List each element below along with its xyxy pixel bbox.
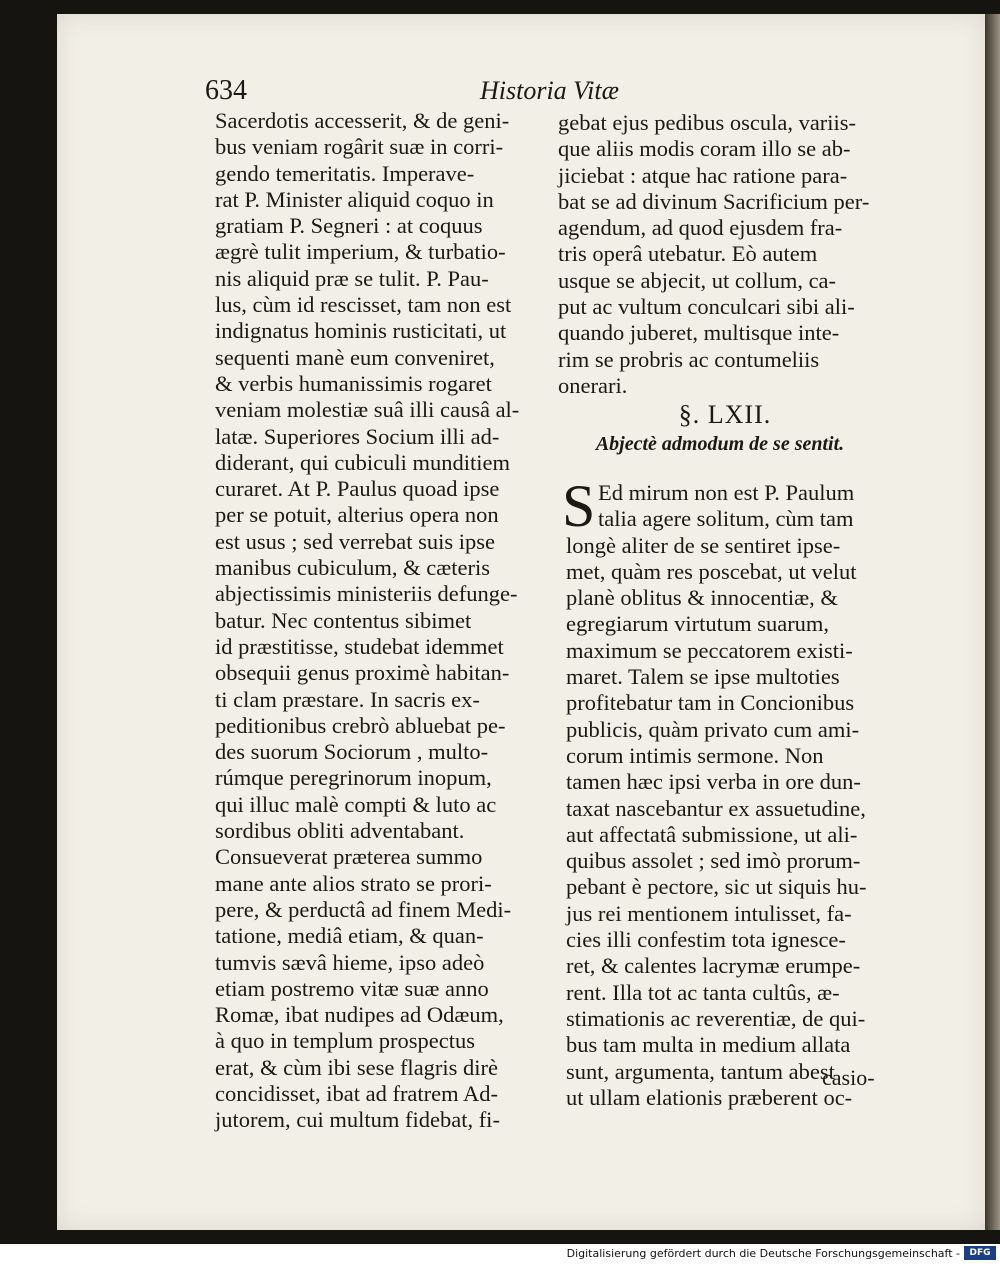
text-line: etiam postremo vitæ suæ anno [215,975,489,1001]
text-line: stimationis ac reverentiæ, de qui- [566,1005,866,1031]
text-line: rat P. Minister aliquid coquo in [215,186,494,212]
dfg-logo: DFG [964,1246,996,1260]
text-line: Romæ, ibat nudipes ad Odæum, [215,1002,504,1028]
page-edge [985,14,1000,1230]
text-line: jutorem, cui multum fidebat, fi- [215,1107,500,1133]
section-subtitle: Abjectè admodum de se sentit. [595,433,845,455]
text-line: diderant, qui cubiculi munditiem [215,449,510,475]
footer-bar [0,1244,1000,1264]
text-line: que aliis modis coram illo se ab- [558,136,851,162]
running-head [205,75,625,111]
catchword: casio- [822,1065,875,1090]
text-line: tris operâ utebatur. Eò autem [558,241,818,267]
text-line: peditionibus crebrò abluebat pe- [215,712,506,738]
text-line: maret. Talem se ipse multoties [566,664,840,690]
text-line: taxat nascebantur ex assuetudine, [566,795,866,821]
text-line: Sacerdotis accesserit, & de geni- [215,108,510,133]
text-line: pebant è pectore, sic ut siquis hu- [566,874,867,900]
text-line: obsequii genus proximè habitan- [215,660,510,686]
text-line: qui illuc malè compti & luto ac [215,791,497,817]
text-line: jus rei mentionem intulisset, fa- [566,900,852,926]
text-line: id præstitisse, studebat idemmet [215,633,504,659]
text-line: rúmque peregrinorum inopum, [215,765,492,791]
text-line: talia agere solitum, cùm tam [598,506,854,532]
text-line: curaret. At P. Paulus quoad ipse [215,476,500,502]
text-line: tatione, mediâ etiam, & quan- [215,923,484,949]
text-line: tumvis sævâ hieme, ipso adeò [215,949,485,975]
text-line: latæ. Superiores Socium illi ad- [215,423,500,449]
text-line: rent. Illa tot ac tanta cultûs, æ- [566,979,840,1005]
text-line: rim se probris ac contumeliis [558,346,820,372]
text-line: tamen hæc ipsi verba in ore dun- [566,769,861,795]
text-line: Ed mirum non est P. Paulum [598,480,855,505]
text-line: mane ante alios strato se prori- [215,870,492,896]
text-line: batur. Nec contentus sibimet [215,607,472,633]
text-line: profitebatur tam in Concionibus [566,690,855,716]
text-line: lus, cùm id rescisset, tam non est [215,292,512,318]
text-line: longè aliter de se sentiret ipse- [566,532,841,558]
text-line: cies illi confestim tota ignesce- [566,927,846,953]
text-line: maximum se peccatorem existi- [566,637,853,663]
text-line: manibus cubiculum, & cæteris [215,555,490,581]
text-line: gratiam P. Segneri : at coquus [215,213,483,239]
text-line: concidisset, ibat ad fratrem Ad- [215,1080,499,1106]
text-line: pere, & perductâ ad finem Medi- [215,896,512,922]
text-line: à quo in templum prospectus [215,1028,475,1054]
right-column-text-top [558,110,888,399]
text-line: met, quàm res poscebat, ut velut [566,558,857,584]
text-line: des suorum Sociorum , multo- [215,739,489,765]
text-line: sequenti manè eum conveniret, [215,344,495,370]
text-line: gendo temeritatis. Imperave- [215,160,475,186]
text-line: erat, & cùm ibi sese flagris dirè [215,1054,499,1080]
text-line: veniam molestiæ suâ illi causâ al- [215,397,520,423]
right-column-text-bottom [566,480,896,1111]
running-title: Historia Vitæ [480,76,619,105]
text-line: sunt, argumenta, tantum abest [566,1058,835,1084]
text-line: usque se abjecit, ut collum, ca- [558,267,837,293]
left-column-text [215,108,545,1134]
text-line: aut affectatâ submissione, ut ali- [566,821,858,847]
text-line: Consueverat præterea summo [215,844,483,870]
text-line: nis aliquid præ se tulit. P. Pau- [215,265,489,291]
text-line: quibus assolet ; sed imò prorum- [566,848,861,874]
text-line: per se potuit, alterius opera non [215,502,499,528]
text-line: bus veniam rogârit suæ in corri- [215,134,504,160]
text-line: corum intimis sermone. Non [566,742,824,768]
footer-credit: Digitalisierung gefördert durch die Deutsche Forschungsgemeinschaft - [566,1247,960,1260]
text-line: ti clam præstare. In sacris ex- [215,686,480,712]
text-line: indignatus hominis rusticitati, ut [215,318,507,344]
text-line: jiciebat : atque hac ratione para- [558,162,848,188]
text-line: publicis, quàm privato cum ami- [566,716,860,742]
text-line: est usus ; sed verrebat suis ipse [215,528,495,554]
text-line: & verbis humanissimis rogaret [215,370,492,396]
text-line: planè oblitus & innocentiæ, & [566,585,838,611]
text-line: put ac vultum conculcari sibi ali- [558,294,855,320]
drop-cap: S [562,473,596,539]
text-line: sordibus obliti adventabant. [215,818,465,844]
text-line: egregiarum virtutum suarum, [566,611,830,637]
text-line: ut ullam elationis præberent oc- [566,1084,853,1110]
text-line: bus tam multa in medium allata [566,1032,851,1058]
section-number: §. LXII. [678,400,772,429]
text-line: abjectissimis ministeriis defunge- [215,581,518,607]
text-line: bat se ad divinum Sacrificium per- [558,188,870,214]
text-line: quando juberet, multisque inte- [558,320,840,346]
section-heading [560,400,880,458]
text-line: ægrè tulit imperium, & turbatio- [215,239,506,265]
text-line: gebat ejus pedibus oscula, variis- [558,110,857,135]
text-line: onerari. [558,372,628,398]
text-line: agendum, ad quod ejusdem fra- [558,215,843,241]
text-line: ret, & calentes lacrymæ erumpe- [566,953,861,979]
page-number: 634 [205,75,247,106]
